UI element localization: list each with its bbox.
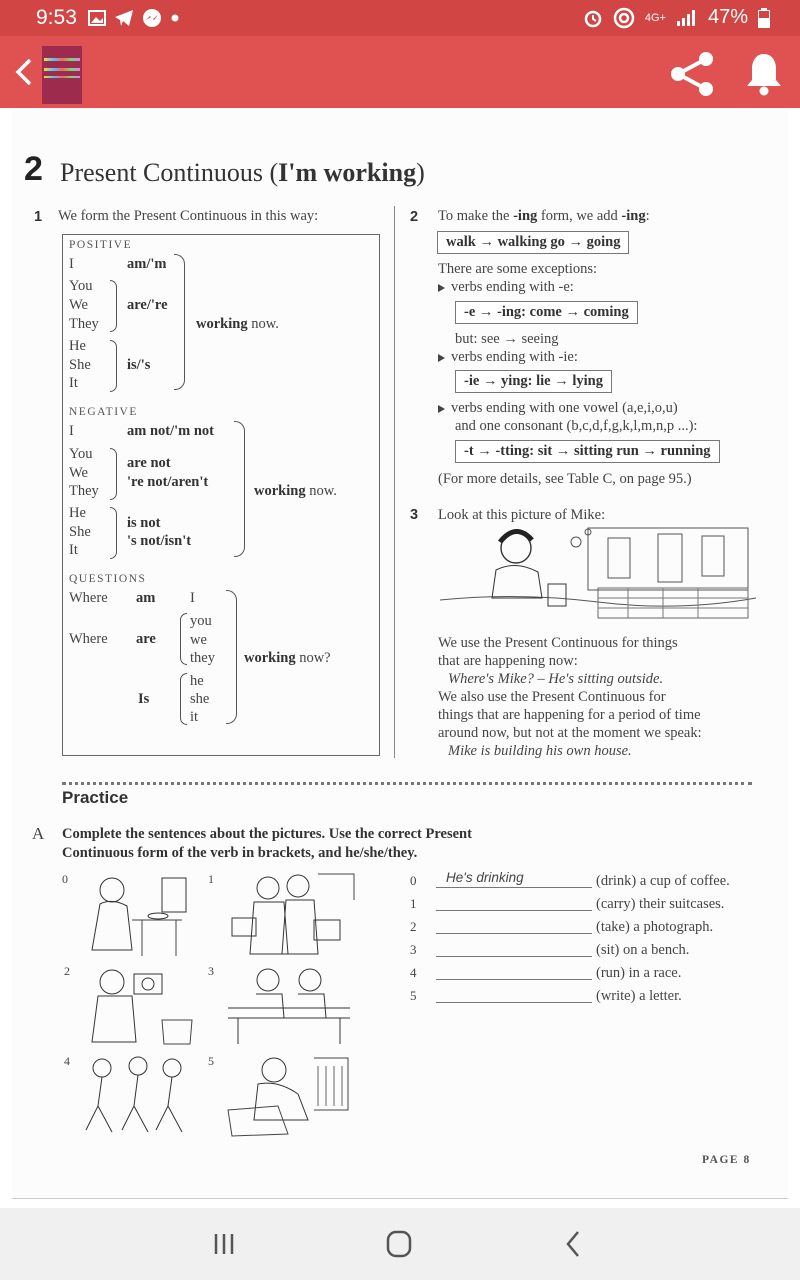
positive-heading: POSITIVE [69, 239, 133, 251]
picture-photograph [72, 960, 202, 1050]
alarm-icon [583, 8, 603, 28]
verb-form: am/'m [127, 256, 167, 272]
but-see-seeing: but: see → seeing [455, 331, 559, 347]
verb-form: are [136, 631, 156, 647]
example-box: -ie → ying: lie → lying [455, 370, 612, 393]
clock: 9:53 [36, 6, 77, 29]
more-details: (For more details, see Table C, on page 95.) [438, 471, 692, 487]
verb-form: 's not/isn't [127, 533, 192, 549]
s3-example: Mike is building his own house. [448, 743, 632, 759]
exercise-instruction: Continuous form of the verb in brackets, and he/she/they. [62, 845, 418, 861]
picture-number: 2 [64, 964, 70, 978]
back-arrow-icon[interactable] [10, 54, 40, 90]
pronoun: we [190, 632, 207, 648]
pronoun: We [69, 465, 88, 481]
pronoun: it [190, 709, 199, 725]
dot-icon [170, 13, 180, 23]
exercise-letter: A [32, 824, 45, 843]
document-page: 2 Present Continuous (I'm working) 1 We form the Present Continuous in this way: POSITIVE I am/'m You We They are/'re He She It is/'s working now. NEGATIVE I am not/'m not You We They are not 're not/aren't He She It is not 's not/isn't working now. QUESTIONS Where am I Where are you we they Is he she it working now? 2 To make the -ing form, we add -ing: walk → walking go → going There are some exceptions: verbs ending with -e: -e → -ing: come → coming but: see → seeing verbs ending with -ie: -ie → ying: lie → lying verbs ending with one vowel (a,e,i,o,u) and one consonant (b,c,d,f,g,k,l,m,n,p ...): -t → -tting: sit → sitting run → running (For more details, see Table C, on page 95.) 3 Look at this picture of Mike: We use the Present Continuous for things that are happening now: Where's Mike? – He's sitting outside. We also use the Present Continuous for things that are happening for a period of time around now, but not at the moment we speak: Mike is building his own house. Practice A Complete the sentences about the pictures. Use the correct Present Continuous form of the verb in brackets, and he/she/they. 0 1 2 3 4 5 0 He's drinking (drink) a cup of coffee. 1 (carry) their suitcases. 2 (take) a photograph. 3 (sit) on a bench. 4 (run) in a race. 5 (write) a letter. PAGE 8 [12, 108, 788, 1199]
share-icon[interactable] [666, 50, 718, 98]
bullet-vowel-cont: and one consonant (b,c,d,f,g,k,l,m,n,p ...): [455, 418, 698, 434]
brace [174, 254, 185, 390]
pronoun: He [69, 338, 86, 354]
pronoun: He [69, 505, 86, 521]
questions-heading: QUESTIONS [69, 573, 147, 585]
brace [110, 340, 117, 392]
answer-blank [436, 956, 592, 957]
picture-number: 0 [62, 872, 68, 886]
telegram-icon [114, 9, 134, 27]
book-thumbnail[interactable] [42, 46, 82, 104]
picture-carrying [218, 870, 358, 960]
negative-heading: NEGATIVE [69, 406, 138, 418]
pronoun: I [69, 423, 74, 439]
column-divider [394, 206, 395, 758]
brace [110, 507, 117, 559]
bullet-icon [438, 405, 445, 413]
recent-apps-icon[interactable] [206, 1228, 242, 1260]
brace [226, 590, 237, 724]
picture-bench [218, 960, 358, 1050]
mike-picture [438, 520, 758, 630]
verb-form: is not [127, 515, 161, 531]
s3-text: around now, but not at the moment we speak: [438, 725, 702, 741]
answer-blank [436, 979, 592, 980]
bullet-vowel: verbs ending with one vowel (a,e,i,o,u) [438, 400, 678, 417]
verb-form: are not [127, 455, 171, 471]
bullet-icon [438, 284, 445, 292]
navigation-bar [0, 1208, 800, 1280]
dotted-divider [62, 782, 752, 785]
s3-text: We use the Present Continuous for things [438, 635, 678, 651]
pronoun: You [69, 278, 93, 294]
answer-text: He's drinking [446, 870, 524, 885]
section-3-number: 3 [410, 507, 419, 523]
pronoun: You [69, 446, 93, 462]
pronoun: They [69, 316, 99, 332]
signal-icon [676, 9, 698, 27]
verb-form: are/'re [127, 297, 168, 313]
section-1-number: 1 [34, 209, 43, 225]
page-number: PAGE 8 [702, 1154, 751, 1166]
picture-race [72, 1050, 202, 1140]
section-3-intro: Look at this picture of Mike: [438, 507, 606, 523]
exceptions-text: There are some exceptions: [438, 261, 598, 277]
verb-form: am [136, 590, 156, 606]
gallery-icon [88, 10, 106, 26]
pronoun: It [69, 375, 78, 391]
pronoun: she [190, 691, 210, 707]
pronoun: I [190, 590, 195, 606]
back-nav-icon[interactable] [556, 1228, 592, 1260]
s3-text: things that are happening for a period of time [438, 707, 701, 723]
example-box: -t → -tting: sit → sitting run → running [455, 440, 720, 463]
exercise-instruction: Complete the sentences about the pictures. Use the correct Present [62, 826, 472, 842]
answer-blank [436, 933, 592, 934]
pronoun: he [190, 673, 204, 689]
bullet-icon [438, 354, 445, 362]
picture-number: 1 [208, 872, 214, 886]
brace [180, 673, 187, 725]
bell-icon[interactable] [742, 50, 786, 98]
pronoun: She [69, 357, 91, 373]
verb-form: is/'s [127, 357, 151, 373]
example-box: walk → walking go → going [437, 231, 629, 254]
section-1-intro: We form the Present Continuous in this way: [58, 208, 319, 224]
bullet-e: verbs ending with -e: [438, 279, 574, 296]
brace [234, 421, 245, 557]
battery-icon [758, 8, 770, 28]
home-icon[interactable] [381, 1228, 417, 1260]
brace [110, 280, 117, 332]
pronoun: I [69, 256, 74, 272]
pronoun: We [69, 297, 88, 313]
battery-percent: 47% [707, 6, 748, 28]
pronoun: They [69, 483, 99, 499]
pronoun: It [69, 542, 78, 558]
pronoun: you [190, 613, 212, 629]
brace [110, 448, 117, 500]
verb-form: am not/'m not [127, 423, 214, 439]
picture-number: 4 [64, 1054, 70, 1068]
negative-working: working now. [254, 483, 337, 499]
bullet-ie: verbs ending with -ie: [438, 349, 578, 366]
pronoun: they [190, 650, 215, 666]
question-word: Where [69, 631, 108, 647]
answer-blank [436, 1002, 592, 1003]
brace [180, 613, 187, 665]
pronoun: She [69, 524, 91, 540]
unit-title: Present Continuous (I'm working) [60, 158, 425, 187]
verb-form: Is [138, 691, 150, 707]
verb-form: 're not/aren't [127, 474, 209, 490]
positive-working: working now. [196, 316, 279, 332]
unit-number: 2 [24, 150, 43, 188]
app-bar [0, 36, 800, 108]
s3-text: We also use the Present Continuous for [438, 689, 666, 705]
network-type: 4G+ [644, 11, 666, 24]
answer-blank [436, 910, 592, 911]
messenger-icon [142, 8, 162, 28]
picture-drinking [72, 870, 202, 960]
practice-heading: Practice [62, 788, 129, 807]
status-bar [0, 0, 800, 36]
section-2-number: 2 [410, 209, 419, 225]
section-2-intro: To make the -ing form, we add -ing: [438, 208, 650, 224]
picture-number: 5 [208, 1054, 214, 1068]
example-box: -e → -ing: come → coming [455, 301, 638, 324]
hotspot-icon [613, 7, 635, 29]
questions-working: working now? [244, 650, 331, 666]
picture-number: 3 [208, 964, 214, 978]
picture-writing [218, 1050, 358, 1140]
question-word: Where [69, 590, 108, 606]
s3-text: that are happening now: [438, 653, 578, 669]
s3-example: Where's Mike? – He's sitting outside. [448, 671, 664, 687]
